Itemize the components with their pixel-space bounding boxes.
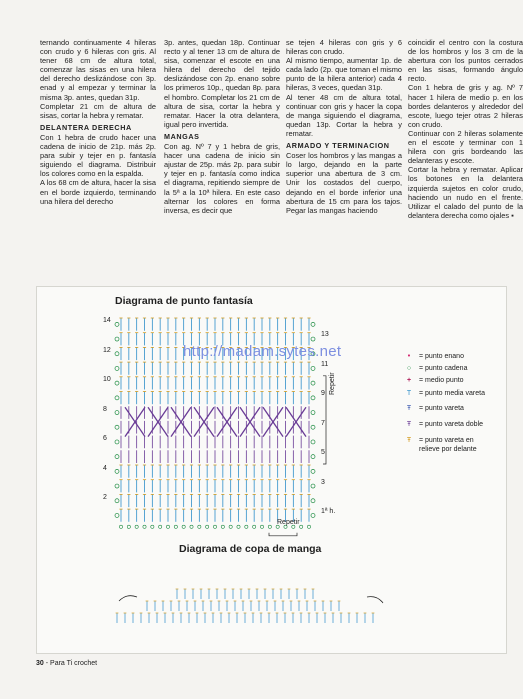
row-number-left: 6: [103, 435, 107, 442]
diagram-title-fantasia: Diagrama de punto fantasía: [115, 295, 253, 307]
row-number-right: 3: [321, 478, 325, 486]
row-number-right: 5: [321, 449, 325, 456]
chain-mark: [221, 525, 224, 528]
magazine-name: - Para Ti crochet: [45, 660, 98, 667]
chain-mark: [311, 381, 315, 385]
chain-mark: [307, 525, 310, 528]
chain-mark: [311, 499, 315, 503]
row-number-left: 2: [103, 494, 107, 501]
chain-mark: [115, 322, 119, 326]
chain-mark: [115, 499, 119, 503]
medio-punto-icon: +: [406, 377, 412, 384]
text-column-4: [408, 38, 523, 220]
chain-mark: [311, 440, 315, 444]
row-number-left: 14: [103, 317, 111, 324]
chain-mark: [206, 525, 209, 528]
chain-mark: [119, 525, 122, 528]
paragraph: 3p. antes, quedan 18p. Continuar recto y al tener 13 cm de altura de sisa, comenzar el escote en una hilera del derecho del tejido deslizándose con 2p. enano sobre los primeros 10p., quedan 8p. para el hombro. Completar los 21 cm de altura de sisa, cortar la hebra y rematar. Hacer la otra delantera, igual pero invertida.: [164, 38, 280, 129]
paragraph: Coser los hombros y las mangas a lo largo, dejando en la parte superior una abertura de 3 cm. Unir los costados del cuerpo, dejando en el borde inferior una abertura de 15 cm para los tajos. Pegar las mangas haciendo: [286, 151, 402, 215]
paragraph: Completar 21 cm de altura de sisas, cortar la hebra y rematar.: [40, 101, 156, 120]
row-number-left: 8: [103, 405, 107, 413]
chain-mark: [268, 525, 271, 528]
section-heading: MANGAS: [164, 131, 200, 141]
paragraph: Con 1 hebra de gris y ag. Nº 7 hacer 1 hilera de medio p. en los bordes delanteros y alrededor del escote, luego tejer otras 2 hileras con crudo.: [408, 83, 523, 129]
vareta-doble-icon: Ŧ: [406, 421, 412, 428]
text-column-2: [164, 38, 280, 215]
row-number-right: 1ª h.: [321, 508, 336, 515]
chain-mark: [135, 525, 138, 528]
chain-mark: [159, 525, 162, 528]
paragraph: Con ag. Nº 7 y 1 hebra de gris, hacer una cadena de inicio sin ajustar de 25p. más 2p. para subir y tejer en p. fantasía como indica el diagrama, repitiendo siempre de la 5ª a la 10ª hilera. En este caso alternar los colores en forma inversa, es decir que: [164, 142, 280, 215]
row-number-right: 9: [321, 390, 325, 397]
chain-mark: [182, 525, 185, 528]
row-number-left: 12: [103, 346, 111, 354]
punto-enano-icon: •: [407, 353, 411, 360]
chain-mark: [245, 525, 248, 528]
repeat-arrow: [367, 597, 383, 603]
chain-mark: [166, 525, 169, 528]
chain-mark: [151, 525, 154, 528]
media-vareta-icon: T: [406, 390, 412, 397]
chain-mark: [115, 469, 119, 473]
chain-mark: [115, 513, 119, 517]
chain-mark: [311, 396, 315, 400]
punto-cadena-icon: ○: [406, 365, 412, 372]
page-number: 30: [36, 660, 44, 667]
row-number-left: 10: [103, 376, 111, 383]
chain-mark: [311, 322, 315, 326]
chain-mark: [311, 411, 315, 415]
paragraph: Con 1 hebra de crudo hacer una cadena de inicio de 21p. más 2p. para subir y tejer en p. fantasía siguiendo el diagrama. Distribuir los colores como en la espalda.: [40, 132, 156, 179]
chain-mark: [115, 396, 119, 400]
paragraph: A los 68 cm de altura, hacer la sisa en el borde izquierdo, terminando una hilera del derecho: [40, 178, 156, 206]
diagram-title-copa: Diagrama de copa de manga: [179, 543, 322, 555]
stitch-chart: [37, 287, 506, 653]
paragraph: ternando continuamente 4 hileras con crudo y 6 hileras con gris. Al tener 68 cm de altura total, comenzar las sisas en una hilera del derecho deslizándose con 3p. enad y al empezar y terminar la misma 3p. antes, quedan 31p.: [40, 38, 156, 102]
chain-mark: [260, 525, 263, 528]
chain-mark: [190, 525, 193, 528]
chain-mark: [115, 366, 119, 370]
paragraph: Cortar la hebra y rematar. Aplicar los botones en la delantera izquierda sujetos en color crudo, haciendo un nudo en el frente. Utilizar el calado del punto de la delantera derecha como ojales ▪: [408, 165, 523, 220]
vareta-icon: Ŧ: [406, 405, 412, 412]
chain-mark: [127, 525, 130, 528]
paragraph: coincidir el centro con la costura de los hombros y los 3 cm de la abertura con los puntos cerrados en las sisas, formando ángulo recto.: [408, 38, 523, 84]
chain-mark: [115, 411, 119, 415]
chain-mark: [311, 425, 315, 429]
chain-mark: [213, 525, 216, 528]
chain-mark: [115, 381, 119, 385]
text-column-3: [286, 38, 402, 215]
row-number-left: 4: [103, 464, 107, 472]
chain-mark: [143, 525, 146, 528]
paragraph: Al tener 48 cm de altura total, continuar con gris y hacer la copa de manga siguiendo el diagrama, quedan 13p. Cortar la hebra y rematar.: [286, 92, 402, 138]
repeat-arrow: [119, 596, 137, 601]
chain-mark: [174, 525, 177, 528]
paragraph: Al mismo tiempo, aumentar 1p. de cada lado (2p. que toman el mismo punto de la hilera anterior) cada 4 hileras, 3 veces, quedan 31p.: [286, 56, 402, 93]
chain-mark: [229, 525, 232, 528]
chain-mark: [311, 455, 315, 459]
watermark: http://madam.sytes.net: [183, 343, 342, 360]
chain-mark: [311, 366, 315, 370]
chain-mark: [311, 513, 315, 517]
chain-mark: [115, 352, 119, 356]
chain-mark: [311, 484, 315, 488]
chain-mark: [115, 455, 119, 459]
chain-mark: [300, 525, 303, 528]
chain-mark: [237, 525, 240, 528]
section-heading: ARMADO Y TERMINACION: [286, 141, 390, 151]
chain-mark: [115, 484, 119, 488]
vareta-relieve-icon: Ŧ: [406, 437, 412, 444]
repeat-label-horizontal: Repetir: [277, 519, 300, 526]
page-footer: [36, 660, 97, 667]
text-column-1: [40, 38, 156, 206]
section-heading: DELANTERA DERECHA: [40, 122, 132, 132]
repeat-bracket: [269, 533, 297, 536]
chain-mark: [115, 440, 119, 444]
chain-mark: [198, 525, 201, 528]
row-number-right: 11: [321, 360, 329, 368]
row-number-right: 13: [321, 331, 329, 338]
chain-mark: [115, 425, 119, 429]
paragraph: Continuar con 2 hileras solamente en el escote y terminar con 1 hilera con gris bordeando las delanteras y escote.: [408, 128, 523, 166]
chain-mark: [253, 525, 256, 528]
chain-mark: [311, 337, 315, 341]
chain-mark: [115, 337, 119, 341]
paragraph: se tejen 4 hileras con gris y 6 hileras con crudo.: [286, 38, 402, 57]
chain-mark: [311, 469, 315, 473]
diagram-panel: Diagrama de punto fantasía http://madam.sytes.net 14 12 10 8 6 4 2 13 11 9 7 5 3 1ª h. Repetir Repetir • = punto enano ○ = punto cadena + = medio punto T = punto media vareta Ŧ = punto vareta Ŧ = punto vareta doble Ŧ = punto vareta en relieve por delante Diagrama de copa de manga: [36, 286, 507, 654]
row-number-right: 7: [321, 419, 325, 427]
repeat-label-vertical: Repetir: [329, 372, 336, 395]
